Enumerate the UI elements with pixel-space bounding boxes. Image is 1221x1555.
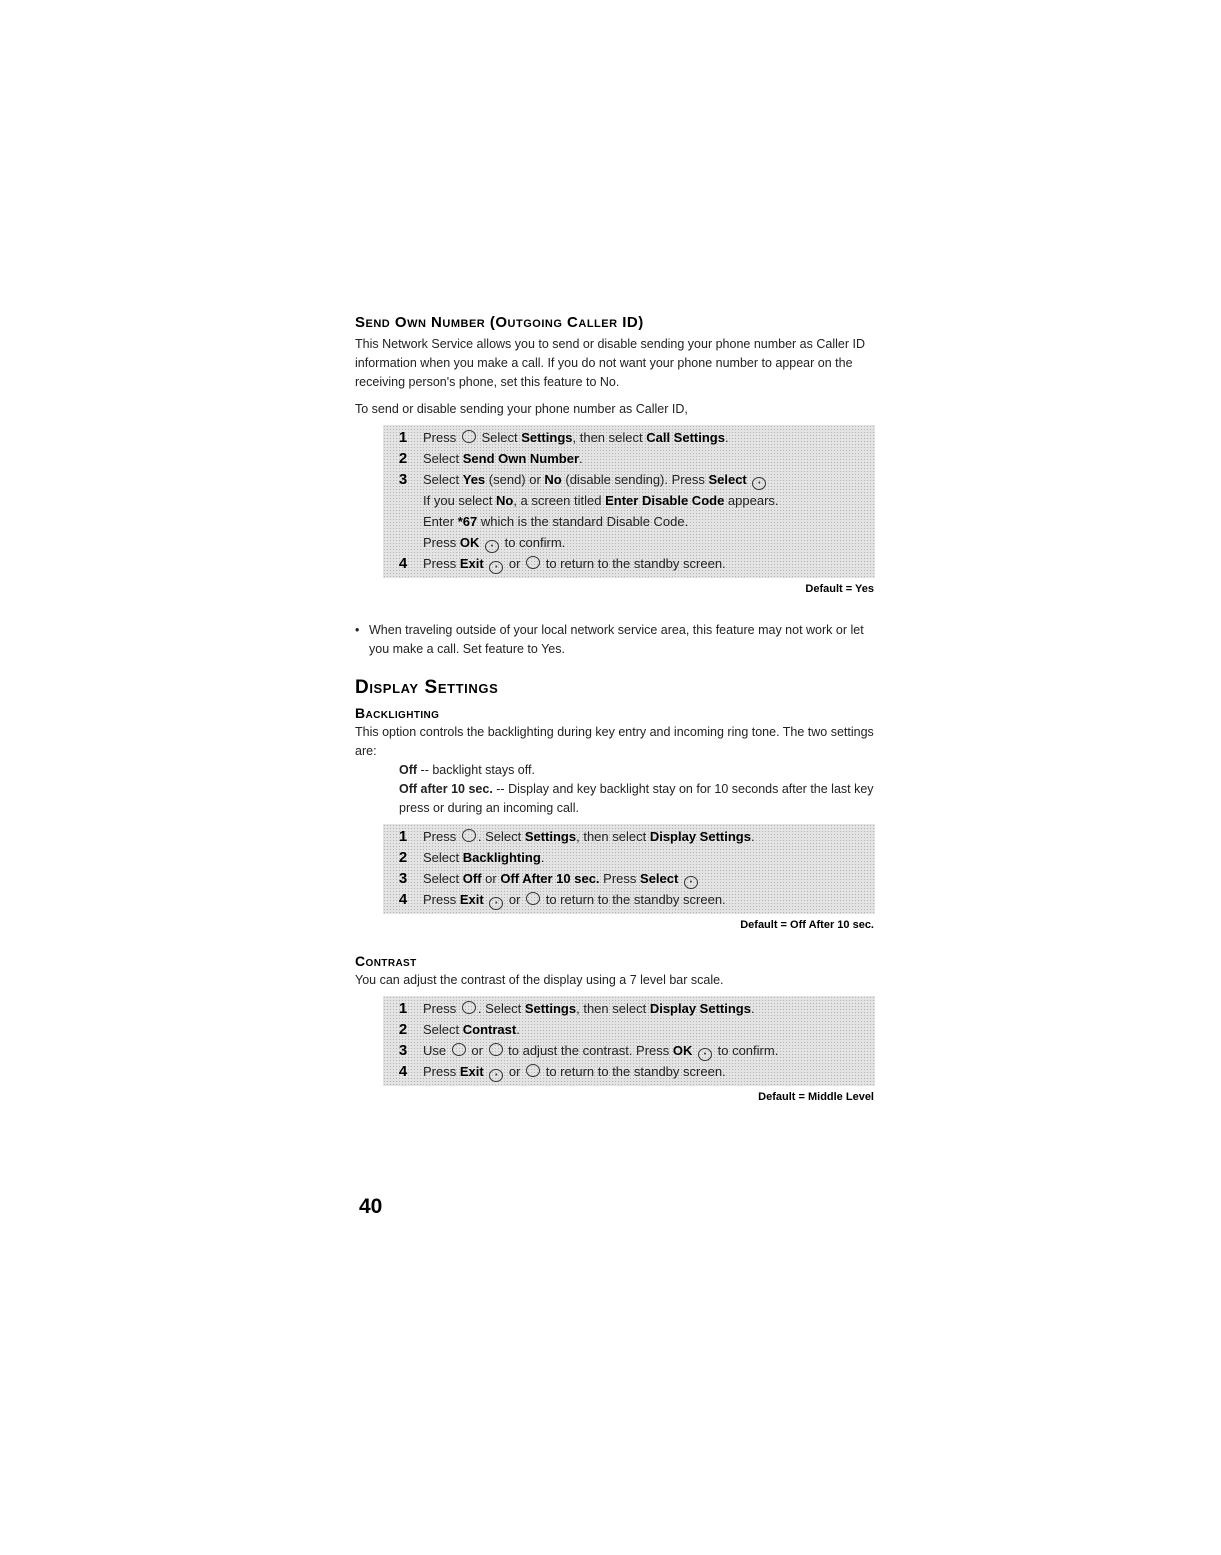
- send-own-number-intro: This Network Service allows you to send or disable sending your phone number as Caller ID information when you make a call. If you do not want your phone number to appear on the receiving person's phone, set this feature to No.: [355, 337, 865, 389]
- step-3-confirm: Press OK • to confirm.: [383, 532, 875, 553]
- step-3: 3 Select Off or Off After 10 sec. Press Select •: [383, 868, 875, 889]
- send-own-number-heading: Send Own Number (Outgoing Caller ID): [355, 314, 644, 331]
- send-own-number-default: Default = Yes: [805, 583, 874, 595]
- contrast-steps: [383, 996, 875, 1086]
- exit-key-icon: [489, 897, 503, 910]
- step-3-note: If you select No, a screen titled Enter Disable Code appears.: [423, 493, 779, 508]
- bullet-icon: •: [355, 623, 360, 637]
- backlighting-intro: This option controls the backlighting during key entry and incoming ring tone. The two settings are:: [355, 725, 874, 758]
- menu-key-icon: [462, 430, 476, 443]
- step-2: 2 Select Send Own Number.: [383, 448, 875, 469]
- exit-key-icon: [489, 561, 503, 574]
- step-number: 2: [398, 450, 408, 467]
- step-4: 4 Press Exit • or to return to the standby screen.: [383, 553, 875, 574]
- ok-key-icon: [698, 1048, 712, 1061]
- step-number: 4: [398, 555, 408, 572]
- page-number: 40: [359, 1195, 383, 1218]
- option-off: Off -- backlight stays off.: [399, 763, 535, 777]
- up-key-icon: [489, 1043, 503, 1056]
- send-own-number-section: [355, 314, 880, 659]
- end-key-icon: [526, 556, 540, 569]
- step-4: 4 Press Exit • or to return to the standby screen.: [383, 889, 875, 910]
- step-2: 2 Select Contrast.: [383, 1019, 875, 1040]
- step-number: 3: [398, 870, 408, 887]
- menu-key-icon: [462, 829, 476, 842]
- step-number: 1: [398, 828, 408, 845]
- step-number: 3: [398, 1042, 408, 1059]
- step-number: 2: [398, 1021, 408, 1038]
- step-number: 4: [398, 891, 408, 908]
- roaming-note: • When traveling outside of your local network service area, this feature may not work or let you make a call. Set feature to Yes.: [355, 621, 880, 659]
- step-3-enter-code: Enter *67 which is the standard Disable Code.: [423, 514, 689, 529]
- step-number: 1: [398, 1000, 408, 1017]
- exit-key-icon: [489, 1069, 503, 1082]
- step-1: 1 Press . Select Settings, then select Display Settings.: [383, 998, 875, 1019]
- step-1: 1 Press . Select Settings, then select Display Settings.: [383, 826, 875, 847]
- send-own-number-steps: [383, 425, 875, 578]
- step-1: 1 Press Select Settings, then select Call Settings.: [383, 427, 875, 448]
- send-own-number-lead: To send or disable sending your phone number as Caller ID,: [355, 402, 688, 416]
- select-key-icon: [752, 477, 766, 490]
- step-number: 2: [398, 849, 408, 866]
- backlighting-default: Default = Off After 10 sec.: [740, 919, 874, 931]
- down-key-icon: [452, 1043, 466, 1056]
- display-settings-heading: Display Settings: [355, 677, 499, 698]
- end-key-icon: [526, 892, 540, 905]
- manual-page: [355, 314, 880, 1103]
- backlighting-heading: Backlighting: [355, 705, 440, 721]
- option-off-after-10: Off after 10 sec. -- Display and key backlight stay on for 10 seconds after the last key press or during an incoming call.: [399, 782, 874, 815]
- select-key-icon: [684, 876, 698, 889]
- menu-key-icon: [462, 1001, 476, 1014]
- contrast-default: Default = Middle Level: [758, 1091, 874, 1103]
- step-3: 3 Select Yes (send) or No (disable sending). Press Select •: [383, 469, 875, 490]
- display-settings-section: [355, 677, 880, 1103]
- contrast-intro: You can adjust the contrast of the display using a 7 level bar scale.: [355, 973, 724, 987]
- ok-key-icon: [485, 540, 499, 553]
- step-number: 3: [398, 471, 408, 488]
- step-4: 4 Press Exit • or to return to the standby screen.: [383, 1061, 875, 1082]
- step-number: 1: [398, 429, 408, 446]
- step-2: 2 Select Backlighting.: [383, 847, 875, 868]
- step-number: 4: [398, 1063, 408, 1080]
- end-key-icon: [526, 1064, 540, 1077]
- contrast-heading: Contrast: [355, 953, 417, 969]
- backlighting-steps: [383, 824, 875, 914]
- step-3: 3 Use or to adjust the contrast. Press OK • to confirm.: [383, 1040, 875, 1061]
